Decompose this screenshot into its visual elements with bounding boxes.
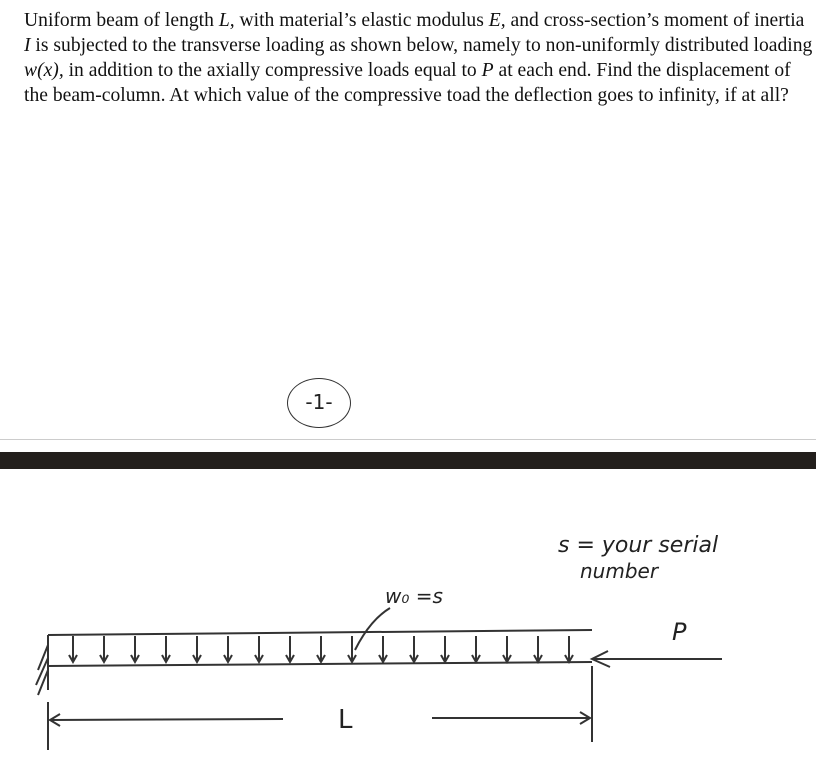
page-separator-bar bbox=[0, 452, 816, 469]
load-arrow bbox=[317, 636, 325, 662]
load-label: w₀ =s bbox=[385, 584, 443, 608]
serial-note: s = your serial bbox=[558, 533, 719, 558]
fixed-support bbox=[36, 635, 48, 695]
load-arrow bbox=[69, 636, 77, 662]
dim-line-left bbox=[50, 719, 283, 720]
load-arrow bbox=[565, 636, 573, 662]
load-arrow bbox=[255, 636, 263, 662]
load-arrow bbox=[503, 636, 511, 662]
load-arrow bbox=[441, 636, 449, 662]
load-arrows bbox=[69, 636, 573, 662]
load-arrow bbox=[131, 636, 139, 662]
load-arrow bbox=[472, 636, 480, 662]
load-arrow bbox=[534, 636, 542, 662]
load-arrow bbox=[162, 636, 170, 662]
load-arrow bbox=[100, 636, 108, 662]
beam-diagram bbox=[0, 470, 816, 778]
load-arrow bbox=[410, 636, 418, 662]
beam-line bbox=[48, 662, 592, 666]
leader-line bbox=[355, 608, 390, 650]
load-top-line bbox=[48, 630, 592, 635]
problem-statement: Uniform beam of length L, with material’s elastic modulus E, and cross-section’s moment of inertia I is subjected to the transverse loading as shown below, namely to non-uniformly distributed loading w(x), in addition to the axially compressive loads equal to P at each end. Find the displacement of the beam-column. At which value of the compressive toad the deflection goes to infinity, if at all? bbox=[24, 10, 813, 106]
load-arrow bbox=[193, 636, 201, 662]
load-arrow bbox=[224, 636, 232, 662]
serial-note-2: number bbox=[580, 559, 659, 583]
page-number: -1- bbox=[287, 378, 351, 428]
force-label: P bbox=[672, 618, 687, 646]
length-label: L bbox=[338, 705, 353, 735]
load-arrow bbox=[286, 636, 294, 662]
load-arrow bbox=[379, 636, 387, 662]
divider-line bbox=[0, 439, 816, 440]
